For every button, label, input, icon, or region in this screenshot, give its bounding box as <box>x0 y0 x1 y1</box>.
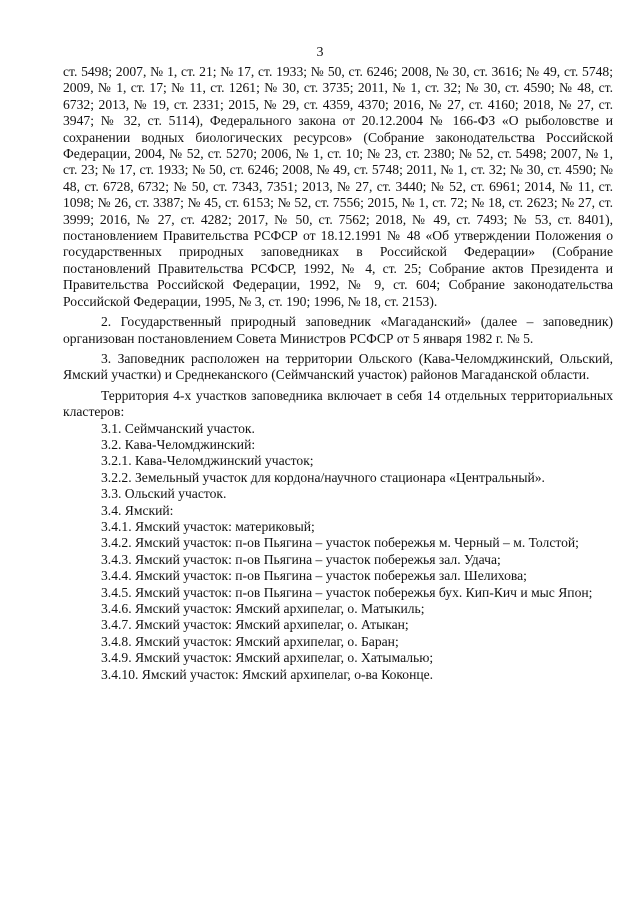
paragraph-2: 2. Государственный природный заповедник «Магаданский» (далее – заповедник) организован постановлением Совета Министров РСФСР от 5 января 1982 г. № 5. <box>63 314 613 346</box>
cluster-item: 3.4.6. Ямский участок: Ямский архипелаг, о. Матыкиль; <box>101 601 425 616</box>
cluster-item: 3.2.2. Земельный участок для кордона/научного стационара «Центральный». <box>101 469 545 485</box>
page-number: 3 <box>316 45 324 60</box>
cluster-item: 3.2.1. Кава-Челомджинский участок; <box>101 453 314 469</box>
cluster-item: 3.4.7. Ямский участок: Ямский архипелаг, о. Атыкан; <box>101 617 409 633</box>
cluster-item: 3.3. Ольский участок. <box>101 486 227 502</box>
cluster-item: 3.4.9. Ямский участок: Ямский архипелаг, о. Хатымалью; <box>101 650 434 666</box>
cluster-item: 3.4.5. Ямский участок: п-ов Пьягина – участок побережья бух. Кип-Кич и мыс Япон; <box>101 584 593 600</box>
cluster-item: 3.2. Кава-Челомджинский: <box>101 436 256 452</box>
paragraph-3: 3. Заповедник расположен на территории Ольского (Кава-Челомджинский, Ольский, Ямский участки) и Среднеканского (Сеймчанский участок) районов Магаданской области. <box>63 350 613 383</box>
cluster-item: 3.1. Сеймчанский участок. <box>101 420 255 436</box>
continuation-paragraph: ст. 5498; 2007, № 1, ст. 21; № 17, ст. 1933; № 50, ст. 6246; 2008, № 30, ст. 3616; № 49, ст. 5748; 2009, № 1, ст. 17; № 11, ст. 1261; № 30, ст. 3735; 2011, № 1, ст. 32; № 30, ст. 4590; № 48, ст. 6732; 2013, № 19, ст. 2331; 2015, № 29, ст. 4359, 4370; 2016, № 27, ст. 4160; 2018, № 27, ст. 3947; № 32, ст. 5114), Федерального закона от 20.12.2004 № 166-ФЗ «О рыболовстве и сохранении водных биологических ресурсов» (Собрание законодательства Российской Федерации, 2004, № 52, ст. 5270; 2006, № 1, ст. 10; № 23, ст. 2380; № 52, ст. 5498; 2007, № 1, ст. 23; № 17, ст. 1933; № 50, ст. 6246; 2008, № 49, ст. 5748; 2011, № 1, ст. 32; № 30, ст. 4590; № 48, ст. 6728, 6732; № 50, ст. 7343, 7351; 2013, № 27, ст. 3440; № 52, ст. 6961; 2014, № 11, ст. 1098; № 26, ст. 3387; № 45, ст. 6153; № 52, ст. 7556; 2015, № 1, ст. 72; № 18, ст. 2623; № 27, ст. 3999; 2016, № 27, ст. 4282; 2017, № 50, ст. 7562; 2018, № 49, ст. 7493; № 53, ст. 8401), постановлением Правительства РСФСР от 18.12.1991 № 48 «Об утверждении Положения о государственных природных заповедниках в Российской Федерации» (Собрание постановлений Правительства РСФСР, 1992, № 4, ст. 25; Собрание актов Президента и Правительства Российской Федерации, 1992, № 9, ст. 604; Собрание законодательства Российской Федерации, 1995, № 3, ст. 190; 1996, № 18, ст. 2153). <box>63 64 613 309</box>
cluster-item: 3.4. Ямский: <box>101 502 174 518</box>
cluster-item: 3.4.10. Ямский участок: Ямский архипелаг, о-ва Коконце. <box>101 666 434 682</box>
paragraph-territory: Территория 4-х участков заповедника включает в себя 14 отдельных территориальных кластеров: <box>63 387 613 420</box>
cluster-item: 3.4.8. Ямский участок: Ямский архипелаг, о. Баран; <box>101 633 399 649</box>
cluster-item: 3.4.2. Ямский участок: п-ов Пьягина – участок побережья м. Черный – м. Толстой; <box>101 535 579 551</box>
document-body <box>63 64 613 683</box>
cluster-item: 3.4.1. Ямский участок: материковый; <box>101 518 315 534</box>
cluster-item: 3.4.3. Ямский участок: п-ов Пьягина – участок побережья зал. Удача; <box>101 551 501 567</box>
cluster-item: 3.4.4. Ямский участок: п-ов Пьягина – участок побережья зал. Шелихова; <box>101 568 527 584</box>
